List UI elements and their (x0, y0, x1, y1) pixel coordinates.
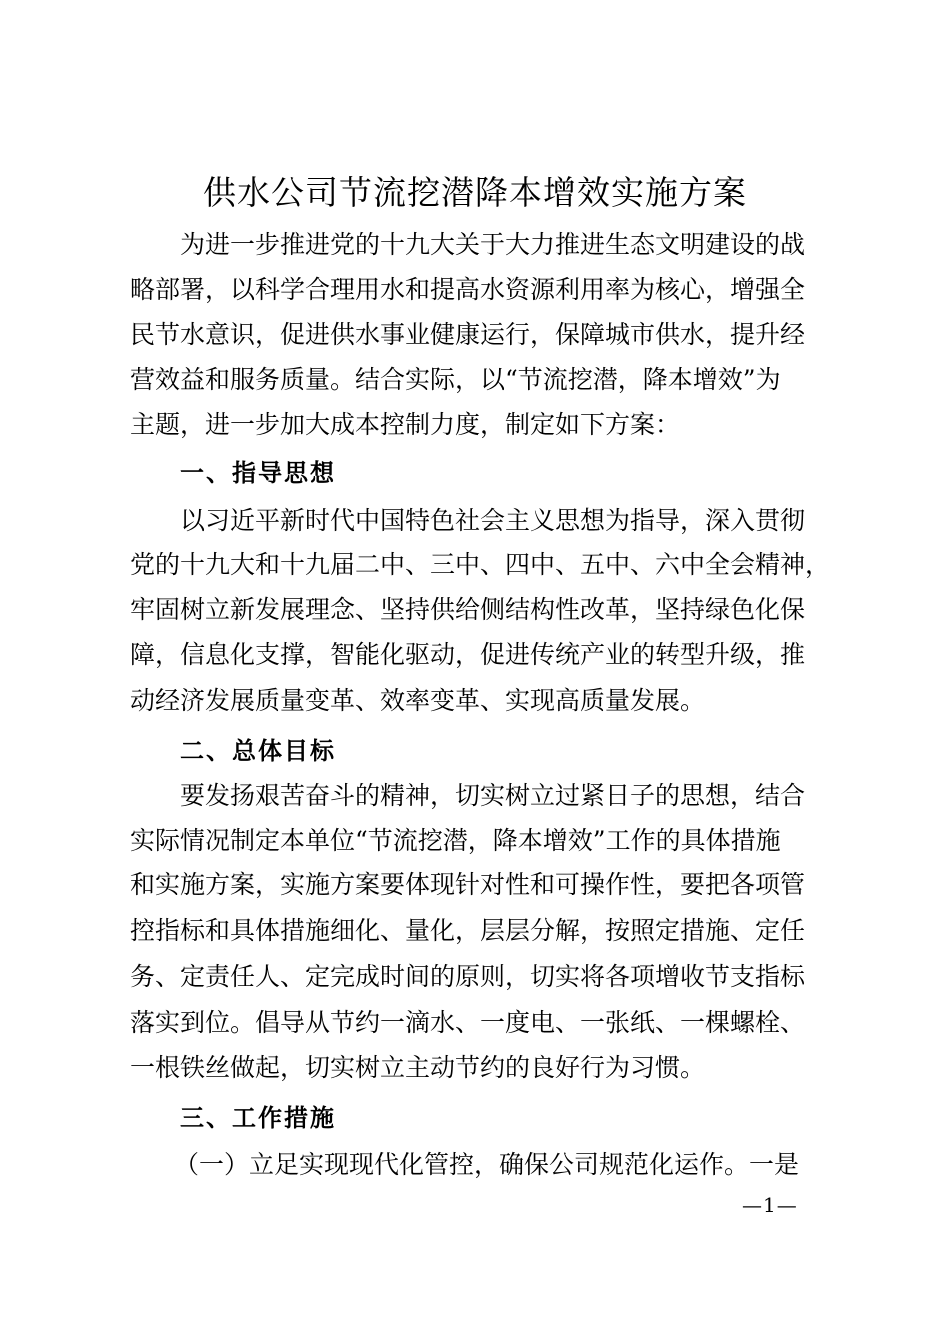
paragraph-goal-line-7: 一根铁丝做起，切实树立主动节约的良好行为习惯。 (130, 1053, 706, 1082)
paragraph-intro-line-5: 主题，进一步加大成本控制力度，制定如下方案： (130, 410, 681, 439)
section-heading-guiding-ideology: 一、指导思想 (180, 459, 336, 487)
paragraph-goal-line-1: 要发扬艰苦奋斗的精神，切实树立过紧日子的思想，结合 (180, 781, 806, 810)
paragraph-guiding-line-2: 党的十九大和十九届二中、三中、四中、五中、六中全会精神， (130, 550, 831, 579)
document-title: 供水公司节流挖潜降本增效实施方案 (203, 173, 747, 212)
page-number: —1— (742, 1193, 798, 1217)
paragraph-goal-line-2: 实际情况制定本单位“节流挖潜，降本增效”工作的具体措施 (130, 826, 781, 855)
paragraph-goal-line-4: 控指标和具体措施细化、量化，层层分解，按照定措施、定任 (130, 916, 806, 945)
paragraph-measures-line-1: （一）立足实现现代化管控，确保公司规范化运作。一是 (174, 1150, 800, 1179)
section-heading-overall-goal: 二、总体目标 (180, 737, 336, 765)
paragraph-intro-line-3: 民节水意识，促进供水事业健康运行，保障城市供水，提升经 (130, 320, 806, 349)
paragraph-guiding-line-3: 牢固树立新发展理念、坚持供给侧结构性改革，坚持绿色化保 (130, 595, 806, 624)
section-heading-work-measures: 三、工作措施 (180, 1104, 336, 1132)
paragraph-goal-line-6: 落实到位。倡导从节约一滴水、一度电、一张纸、一棵螺栓、 (130, 1008, 806, 1037)
paragraph-guiding-line-4: 障，信息化支撑，智能化驱动，促进传统产业的转型升级，推 (130, 640, 806, 669)
paragraph-intro-line-1: 为进一步推进党的十九大关于大力推进生态文明建设的战 (180, 230, 806, 259)
paragraph-guiding-line-1: 以习近平新时代中国特色社会主义思想为指导，深入贯彻 (180, 506, 806, 535)
paragraph-guiding-line-5: 动经济发展质量变革、效率变革、实现高质量发展。 (130, 686, 706, 715)
paragraph-goal-line-3: 和实施方案，实施方案要体现针对性和可操作性，要把各项管 (130, 870, 806, 899)
paragraph-intro-line-4: 营效益和服务质量。结合实际，以“节流挖潜，降本增效”为 (130, 365, 781, 394)
paragraph-intro-line-2: 略部署，以科学合理用水和提高水资源利用率为核心，增强全 (130, 275, 806, 304)
paragraph-goal-line-5: 务、定责任人、定完成时间的原则，切实将各项增收节支指标 (130, 962, 806, 991)
